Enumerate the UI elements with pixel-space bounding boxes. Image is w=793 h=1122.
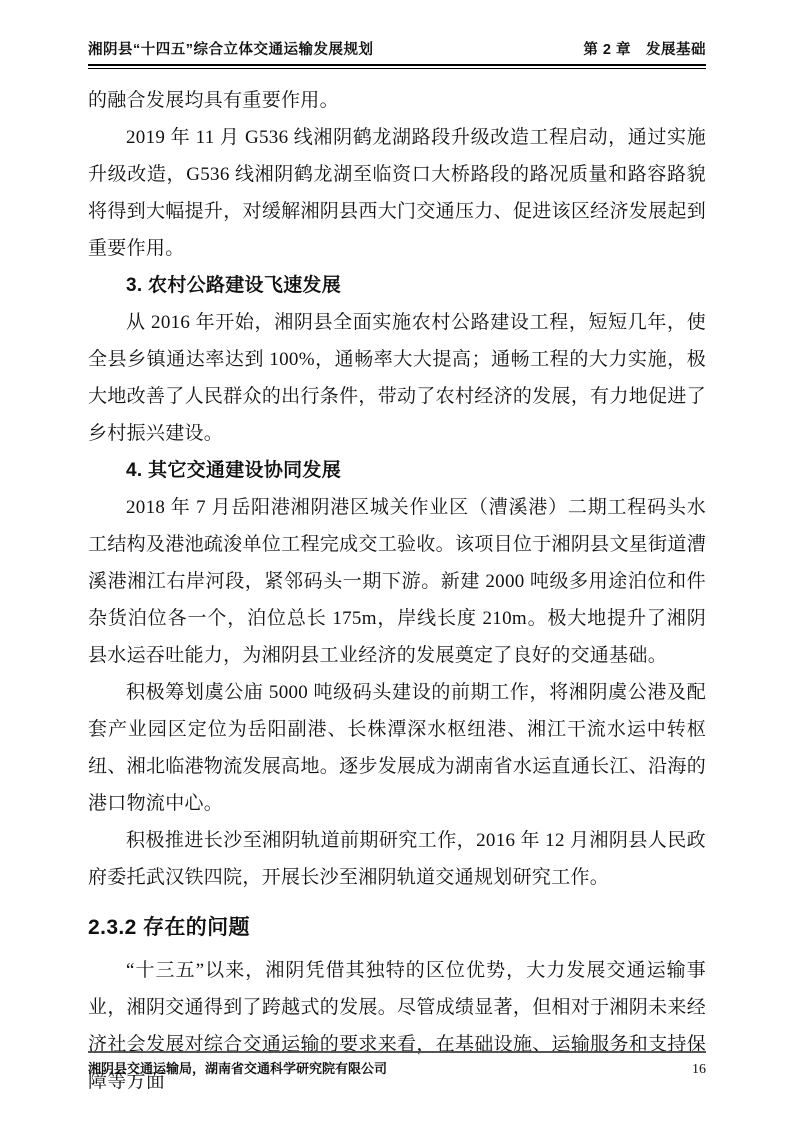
- header-double-rule: [88, 64, 706, 69]
- paragraph: 积极推进长沙至湘阴轨道前期研究工作，2016 年 12 月湘阴县人民政府委托武汉铁四院，开展长沙至湘阴轨道交通规划研究工作。: [88, 830, 706, 888]
- page-number: 16: [692, 1062, 706, 1077]
- paragraph: 积极筹划虞公庙 5000 吨级码头建设的前期工作，将湘阴虞公港及配套产业园区定位为岳阳副港、长株潭深水枢纽港、湘江干流水运中转枢纽、湘北临港物流发展高地。逐步发展成为湖南省水运直通长江、沿海的港口物流中心。: [88, 682, 706, 814]
- paragraph: 2019 年 11 月 G536 线湘阴鹤龙湖路段升级改造工程启动，通过实施升级改造，G536 线湘阴鹤龙湖至临资口大桥路段的路况质量和路容路貌将得到大幅提升，对缓解湘阴县西大门交通压力、促进该区经济发展起到重要作用。: [88, 127, 706, 259]
- paragraph: “十三五”以来，湘阴凭借其独特的区位优势，大力发展交通运输事业，湘阴交通得到了跨越式的发展。尽管成绩显著，但相对于湘阴未来经济社会发展对综合交通运输的要求来看，在基础设施、运输服务和支持保障等方面: [88, 960, 706, 1092]
- section-heading: 2.3.2 存在的问题: [88, 916, 250, 939]
- page-header: [88, 42, 706, 69]
- document-body: [88, 82, 706, 1100]
- paragraph: 2018 年 7 月岳阳港湘阴港区城关作业区（漕溪港）二期工程码头水工结构及港池疏浚单位工程完成交工验收。该项目位于湘阴县文星街道漕溪港湘江右岸河段，紧邻码头一期下游。新建 2000 吨级多用途泊位和件杂货泊位各一个，泊位总长 175m，岸线长度 210m。极大地提升了湘阴县水运吞吐能力，为湘阴县工业经济的发展奠定了良好的交通基础。: [88, 497, 706, 666]
- header-chapter-label: 第 2 章 发展基础: [583, 42, 706, 58]
- paragraph: 从 2016 年开始，湘阴县全面实施农村公路建设工程，短短几年，使全县乡镇通达率达到 100%，通畅率大大提高；通畅工程的大力实施，极大地改善了人民群众的出行条件，带动了农村经济的发展，有力地促进了乡村振兴建设。: [88, 312, 706, 444]
- page-footer: [88, 1051, 706, 1078]
- footer-organization: 湘阴县交通运输局，湖南省交通科学研究院有限公司: [88, 1061, 388, 1076]
- subsection-heading: 3. 农村公路建设飞速发展: [126, 275, 342, 296]
- subsection-heading: 4. 其它交通建设协同发展: [126, 460, 342, 481]
- header-document-title: 湘阴县“十四五”综合立体交通运输发展规划: [88, 42, 374, 58]
- paragraph: 的融合发展均具有重要作用。: [88, 90, 339, 111]
